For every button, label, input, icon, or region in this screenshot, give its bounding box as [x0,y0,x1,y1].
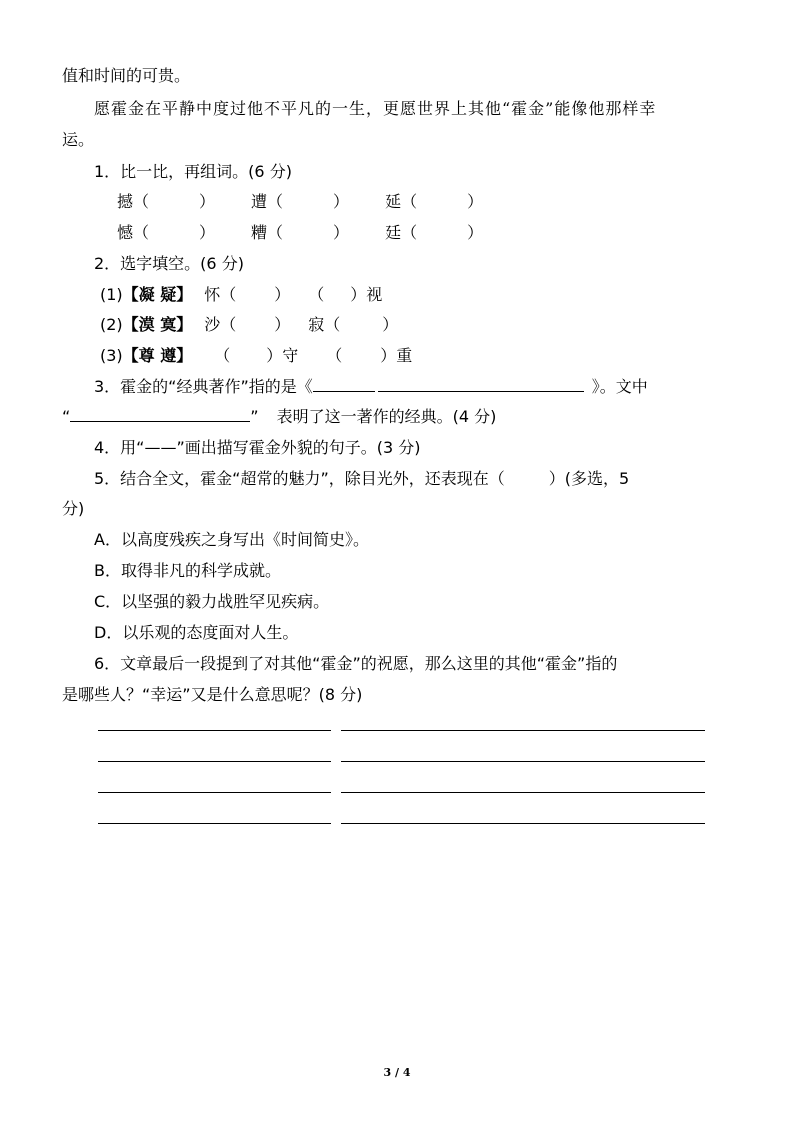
q3-text-a: 3．霍金的“经典著作”指的是《 [94,377,313,396]
q2-r1-pair: 【凝 疑】 [122,285,193,304]
q3-text-d: ” [250,407,259,426]
q1-row1-char3: 延（ [385,192,418,211]
q2-r3-c: （ [326,346,343,365]
answer-line-2-right[interactable] [341,761,705,762]
q6-line-2: 是哪些人？“幸运”又是什么意思呢？(8 分) [62,685,363,704]
q1-row1-close2: ） [333,192,350,211]
q1-row1-char1: 撼（ [117,192,150,211]
q5-option-b: B．取得非凡的科学成就。 [94,561,281,580]
q2-r3-num: (3) [100,346,123,365]
answer-line-3-right[interactable] [341,792,705,793]
q2-r3-a: （ [214,346,231,365]
q2-r1-a: 怀（ [204,285,237,304]
q2-r1-b: ） [274,285,291,304]
answer-line-1-right[interactable] [341,730,705,731]
q1-row2-char3: 廷（ [385,223,418,242]
q5-option-c: C．以坚强的毅力战胜罕见疾病。 [94,592,330,611]
q2-r2-b: ） [274,315,291,334]
q4-text: 4．用“——”画出描写霍金外貌的句子。(3 分) [94,438,421,457]
q1-row2-close3: ） [467,223,484,242]
passage-line-3: 运。 [62,130,95,149]
passage-line-2: 愿霍金在平静中度过他不平凡的一生，更愿世界上其他“霍金”能像他那样幸 [94,99,657,118]
q2-row-3 [100,346,412,366]
q2-r1-d: ）视 [350,285,383,304]
q2-r3-pair: 【尊 遵】 [122,346,193,365]
answer-line-2-left[interactable] [98,761,331,762]
q1-row2-char1: 憾（ [117,223,150,242]
q5-option-a: A．以高度残疾之身写出《时间简史》。 [94,530,369,549]
answer-line-3-left[interactable] [98,792,331,793]
q2-title: 2．选字填空。(6 分) [94,254,244,273]
q2-r2-num: (2) [100,315,123,334]
answer-line-4-right[interactable] [341,823,705,824]
q5-option-d: D．以乐观的态度面对人生。 [94,623,299,642]
q2-r2-c: 寂（ [308,315,341,334]
q5-text-b: ）(多选，5 [548,469,630,488]
q1-title: 1．比一比，再组词。(6 分) [94,162,292,181]
q2-r2-d: ） [382,315,399,334]
q1-row2-close1: ） [199,223,216,242]
q1-row1-close1: ） [199,192,216,211]
answer-line-4-left[interactable] [98,823,331,824]
q2-r2-a: 沙（ [204,315,237,334]
q3-blank-quote[interactable] [70,407,250,422]
q2-r1-num: (1) [100,285,123,304]
q2-row-1 [100,285,382,305]
q1-row2-char2: 糟（ [251,223,284,242]
q1-row1-char2: 遭（ [251,192,284,211]
q3-line-1 [94,377,648,397]
q3-line-2 [62,407,496,427]
q6-line-1: 6．文章最后一段提到了对其他“霍金”的祝愿，那么这里的其他“霍金”指的 [94,654,618,673]
q5-line-1 [94,469,629,489]
q1-row2-close2: ） [333,223,350,242]
q2-row-2 [100,315,398,335]
q2-r1-c: （ [308,285,325,304]
q3-blank-title-1[interactable] [313,377,375,392]
q5-text-a: 5．结合全文，霍金“超常的魅力”，除目光外，还表现在（ [94,469,505,488]
answer-line-1-left[interactable] [98,730,331,731]
page-number: 3 / 4 [383,1066,411,1079]
q2-r3-b: ）守 [266,346,299,365]
q5-line-2: 分) [62,499,85,518]
q1-row-1 [117,192,483,212]
q3-text-b: 》。文中 [591,377,648,396]
q3-text-e: 表明了这一著作的经典。(4 分) [276,407,497,426]
q1-row-2 [117,223,483,243]
q3-blank-title-2[interactable] [378,377,584,392]
q2-r2-pair: 【漠 寞】 [122,315,193,334]
q2-r3-d: ）重 [380,346,413,365]
q3-text-c: “ [62,407,71,426]
passage-line-1: 值和时间的可贵。 [62,66,191,85]
q1-row1-close3: ） [467,192,484,211]
